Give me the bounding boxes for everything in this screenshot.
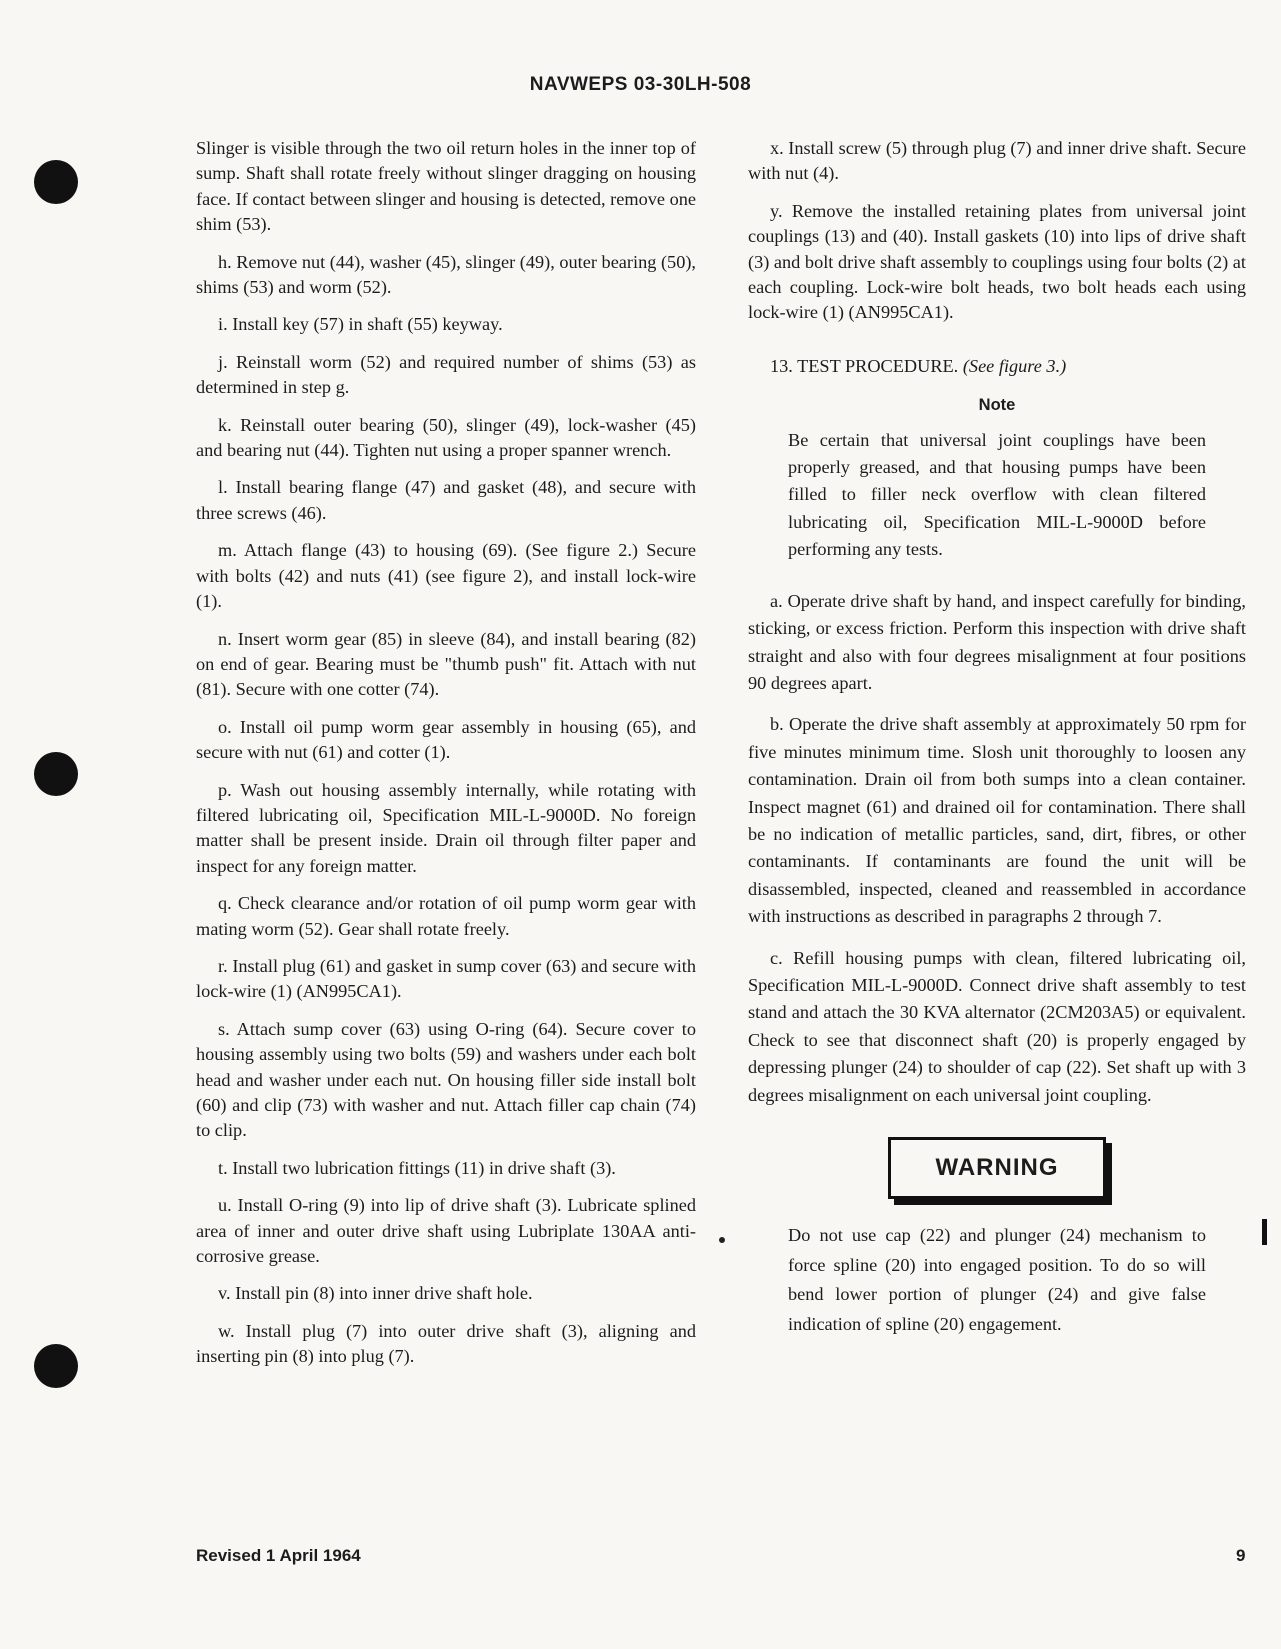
- binder-hole-bottom: [34, 1344, 78, 1388]
- warning-label: WARNING: [935, 1154, 1059, 1182]
- right-column: [748, 136, 1246, 1339]
- binder-hole-middle: [34, 752, 78, 796]
- paragraph-continued: Slinger is visible through the two oil return holes in the inner top of sump. Shaft shall rotate freely without slinger dragging on housing face. If contact between slinger and housing is detected, remove one shim (53).: [196, 138, 696, 235]
- warning-text: Do not use cap (22) and plunger (24) mechanism to force spline (20) into engaged position. To do so will bend lower portion of plunger (24) and give false indication of spline (20) engagement.: [788, 1225, 1206, 1334]
- step-x: x. Install screw (5) through plug (7) and inner drive shaft. Secure with nut (4).: [748, 138, 1246, 184]
- step-w: w. Install plug (7) into outer drive shaft (3), aligning and inserting pin (8) into plug (7).: [196, 1320, 696, 1367]
- revision-date: Revised 1 April 1964: [196, 1546, 361, 1565]
- note-title: Note: [978, 396, 1016, 415]
- step-r: r. Install plug (61) and gasket in sump cover (63) and secure with lock-wire (1) (AN995CA1).: [196, 955, 696, 1002]
- step-y: y. Remove the installed retaining plates from universal joint couplings (13) and (40). Install gaskets (10) into lips of drive shaft (3) and bolt drive shaft assembly to couplings using four bolts (2) at each coupling. Lock-wire bolt heads, two bolt heads each using lock-wire (1) (AN995CA1).: [748, 200, 1246, 323]
- step-p: p. Wash out housing assembly internally, while rotating with filtered lubricating oil, Specification MIL-L-9000D. No foreign matter shall be present inside. Drain oil through filter paper and inspect for any foreign matter.: [196, 779, 696, 876]
- test-step-a: a. Operate drive shaft by hand, and inspect carefully for binding, sticking, or excess friction. Perform this inspection with drive shaft straight and also with four degrees misalignment at four positions 90 degrees apart.: [748, 590, 1246, 693]
- step-u: u. Install O-ring (9) into lip of drive shaft (3). Lubricate splined area of inner and outer drive shaft using Lubriplate 130AA anti-corrosive grease.: [196, 1195, 696, 1267]
- step-v: v. Install pin (8) into inner drive shaft hole.: [218, 1283, 533, 1304]
- document-number-header: NAVWEPS 03-30LH-508: [529, 74, 752, 95]
- note-text: Be certain that universal joint couplings have been properly greased, and that housing pumps have been filled to filler neck overflow with clean filtered lubricating oil, Specification MIL-L-9000D before performing any tests.: [788, 429, 1206, 560]
- step-k: k. Reinstall outer bearing (50), slinger (49), lock-washer (45) and bearing nut (44). Tighten nut using a proper spanner wrench.: [196, 414, 696, 461]
- binder-hole-top: [34, 160, 78, 204]
- section-heading: [748, 354, 1246, 379]
- test-step-b: b. Operate the drive shaft assembly at approximately 50 rpm for five minutes minimum time. Slosh unit thoroughly to loosen any contamination. Drain oil from both sumps into a clean container. Inspect magnet (61) and drained oil for contamination. There shall be no indication of metallic particles, sand, dirt, fibres, or other contaminants. If contaminants are found the unit will be disassembled, inspected, cleaned and reassembled in accordance with instructions as described in paragraphs 2 through 7.: [748, 714, 1246, 927]
- warning-box: [888, 1137, 1106, 1199]
- left-column: [196, 136, 696, 1382]
- section-figure-reference: (See figure 3.): [962, 355, 1067, 376]
- step-s: s. Attach sump cover (63) using O-ring (64). Secure cover to housing assembly using two bolts (59) and washers under each bolt head and washer under each nut. On housing filler side install bolt (60) and clip (73) with washer and nut. Attach filler cap chain (74) to clip.: [196, 1018, 696, 1141]
- test-step-c: c. Refill housing pumps with clean, filtered lubricating oil, Specification MIL-L-9000D. Connect drive shaft assembly to test stand and attach the 30 KVA alternator (2CM203A5) or equivalent. Check to see that disconnect shaft (20) is properly engaged by depressing plunger (24) to shoulder of cap (22). Set shaft up with 3 degrees misalignment on each universal joint coupling.: [748, 947, 1246, 1105]
- step-t: t. Install two lubrication fittings (11) in drive shaft (3).: [218, 1157, 616, 1178]
- step-n: n. Insert worm gear (85) in sleeve (84), and install bearing (82) on end of gear. Bearing must be "thumb push" fit. Attach with nut (81). Secure with one cotter (74).: [196, 628, 696, 700]
- step-l: l. Install bearing flange (47) and gasket (48), and secure with three screws (46).: [196, 477, 696, 523]
- revision-change-bar: [1262, 1219, 1267, 1245]
- step-i: i. Install key (57) in shaft (55) keyway.: [218, 314, 503, 335]
- section-title: 13. TEST PROCEDURE.: [770, 355, 959, 376]
- step-q: q. Check clearance and/or rotation of oil pump worm gear with mating worm (52). Gear shall rotate freely.: [196, 893, 696, 939]
- step-m: m. Attach flange (43) to housing (69). (See figure 2.) Secure with bolts (42) and nuts (41) (see figure 2), and install lock-wire (1).: [196, 540, 696, 612]
- step-j: j. Reinstall worm (52) and required number of shims (53) as determined in step g.: [196, 351, 696, 398]
- step-o: o. Install oil pump worm gear assembly in housing (65), and secure with nut (61) and cotter (1).: [196, 716, 696, 763]
- page-number: 9: [1236, 1546, 1246, 1565]
- step-h: h. Remove nut (44), washer (45), slinger (49), outer bearing (50), shims (53) and worm (52).: [196, 251, 696, 298]
- stray-mark: [719, 1237, 725, 1243]
